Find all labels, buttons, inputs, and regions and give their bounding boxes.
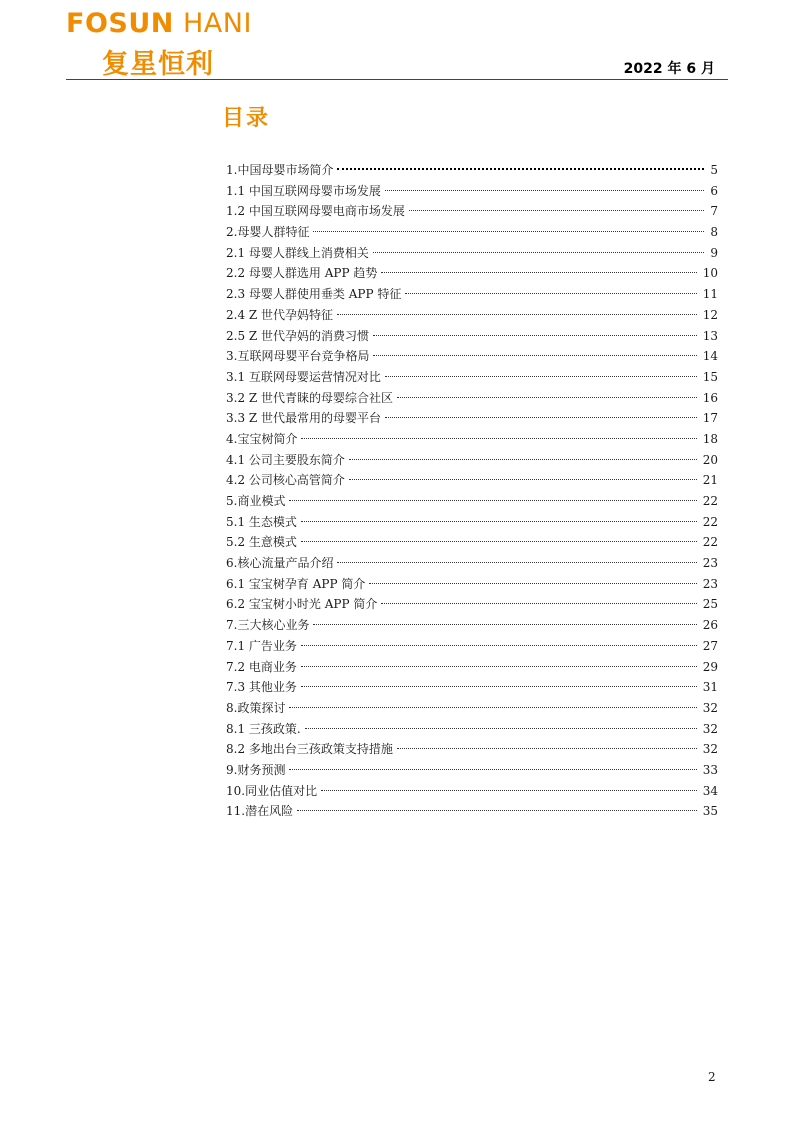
toc-entry[interactable] (226, 243, 718, 264)
toc-entry-page: 26 (702, 618, 718, 633)
toc-dot-leader (313, 624, 696, 625)
toc-entry-page: 32 (702, 742, 718, 757)
toc-dot-leader (373, 355, 696, 356)
toc-dot-leader (385, 190, 704, 191)
toc-entry-page: 14 (702, 349, 718, 364)
toc-entry-page: 23 (702, 576, 718, 591)
toc-dot-leader (301, 666, 697, 667)
toc-dot-leader (337, 314, 697, 315)
toc-entry-label: 4.2 公司核心高管简介 (226, 473, 345, 488)
toc-entry-page: 11 (702, 287, 718, 302)
toc-entry[interactable] (226, 305, 718, 326)
toc-dot-leader (405, 293, 696, 294)
toc-entry[interactable] (226, 346, 718, 367)
toc-entry[interactable] (226, 532, 718, 553)
toc-entry-page: 31 (702, 680, 718, 695)
toc-entry[interactable] (226, 367, 718, 388)
table-of-contents (226, 160, 718, 822)
toc-dot-leader (337, 168, 704, 170)
toc-dot-leader (369, 583, 696, 584)
toc-entry-page: 8 (710, 225, 718, 240)
toc-entry-page: 7 (710, 204, 718, 219)
toc-dot-leader (373, 252, 704, 253)
toc-dot-leader (373, 335, 697, 336)
toc-entry-page: 10 (702, 266, 718, 281)
toc-entry[interactable] (226, 408, 718, 429)
report-date: 2022 年 6 月 (623, 61, 715, 77)
toc-entry-label: 9.财务预测 (226, 762, 286, 777)
toc-entry-page: 6 (710, 183, 718, 198)
toc-entry[interactable] (226, 160, 718, 181)
toc-dot-leader (301, 541, 697, 542)
toc-entry-label: 7.1 广告业务 (226, 638, 297, 653)
toc-entry-label: 11.潜在风险 (226, 804, 294, 819)
toc-dot-leader (349, 479, 697, 480)
toc-dot-leader (301, 645, 697, 646)
toc-entry[interactable] (226, 801, 718, 822)
footer-page-number: 2 (708, 1070, 716, 1084)
toc-entry-label: 3.3 Z 世代最常用的母婴平台 (226, 411, 382, 426)
toc-entry[interactable] (226, 263, 718, 284)
toc-entry[interactable] (226, 677, 718, 698)
toc-entry-label: 10.同业估值对比 (226, 783, 318, 798)
toc-entry[interactable] (226, 781, 718, 802)
toc-entry-label: 6.核心流量产品介绍 (226, 556, 334, 571)
toc-entry-page: 32 (702, 700, 718, 715)
toc-entry-label: 7.三大核心业务 (226, 618, 310, 633)
toc-entry-page: 22 (702, 494, 718, 508)
toc-entry-label: 2.2 母婴人群选用 APP 趋势 (226, 266, 378, 281)
toc-entry-page: 18 (702, 431, 718, 446)
toc-entry-label: 3.1 互联网母婴运营情况对比 (226, 369, 381, 384)
toc-entry[interactable] (226, 491, 718, 512)
toc-entry-label: 1.2 中国互联网母婴电商市场发展 (226, 204, 405, 219)
toc-entry-page: 35 (702, 804, 718, 819)
logo-english-text (66, 8, 252, 39)
toc-entry-label: 5.1 生态模式 (226, 514, 297, 529)
toc-entry-page: 27 (702, 638, 718, 653)
toc-entry[interactable] (226, 429, 718, 450)
toc-entry-label: 3.2 Z 世代青睐的母婴综合社区 (226, 390, 394, 405)
toc-entry[interactable] (226, 553, 718, 574)
toc-entry-label: 2.4 Z 世代孕妈特征 (226, 307, 334, 322)
toc-entry-page: 16 (702, 390, 718, 405)
toc-dot-leader (385, 417, 697, 418)
toc-entry[interactable] (226, 574, 718, 595)
toc-entry-label: 5.2 生意模式 (226, 535, 297, 550)
toc-dot-leader (385, 376, 697, 377)
toc-entry-label: 2.1 母婴人群线上消费相关 (226, 245, 369, 260)
toc-entry-page: 25 (702, 597, 718, 612)
toc-dot-leader (301, 521, 697, 522)
toc-entry-label: 5.商业模式 (226, 494, 286, 508)
toc-dot-leader (301, 686, 697, 687)
toc-entry[interactable] (226, 222, 718, 243)
toc-entry[interactable] (226, 657, 718, 678)
toc-dot-leader (397, 397, 697, 398)
toc-dot-leader (289, 769, 696, 770)
toc-dot-leader (289, 500, 696, 501)
toc-entry-label: 6.1 宝宝树孕育 APP 简介 (226, 576, 366, 591)
logo-word-fosun: FOSUN (66, 8, 174, 39)
toc-entry-label: 8.政策探讨 (226, 700, 286, 715)
toc-entry-label: 2.5 Z 世代孕妈的消费习惯 (226, 328, 370, 343)
toc-entry[interactable] (226, 719, 718, 740)
toc-dot-leader (321, 790, 697, 791)
toc-entry-label: 1.中国母婴市场简介 (226, 163, 334, 177)
toc-entry-page: 17 (702, 411, 718, 426)
toc-dot-leader (337, 562, 696, 563)
toc-dot-leader (381, 603, 696, 604)
toc-entry-label: 2.母婴人群特征 (226, 225, 310, 240)
toc-entry-page: 13 (702, 328, 718, 343)
toc-dot-leader (289, 707, 696, 708)
toc-entry-label: 3.互联网母婴平台竞争格局 (226, 349, 370, 364)
toc-entry-page: 29 (702, 659, 718, 674)
toc-entry-page: 5 (710, 163, 718, 177)
toc-entry-label: 8.2 多地出台三孩政策支持措施 (226, 742, 393, 757)
toc-entry[interactable] (226, 388, 718, 409)
toc-entry[interactable] (226, 698, 718, 719)
toc-entry-label: 7.3 其他业务 (226, 680, 297, 695)
toc-entry-label: 4.1 公司主要股东简介 (226, 452, 345, 467)
toc-entry-page: 34 (702, 783, 718, 798)
toc-entry-label: 8.1 三孩政策. (226, 721, 301, 736)
toc-dot-leader (297, 810, 697, 811)
toc-dot-leader (409, 210, 704, 211)
toc-entry[interactable] (226, 594, 718, 615)
toc-entry-page: 9 (710, 245, 718, 260)
toc-title: 目录 (222, 106, 271, 131)
header-divider (66, 79, 728, 80)
toc-entry-label: 1.1 中国互联网母婴市场发展 (226, 183, 381, 198)
toc-entry-page: 22 (702, 535, 718, 550)
toc-entry-page: 32 (702, 721, 718, 736)
toc-entry-page: 20 (702, 452, 718, 467)
toc-entry-page: 21 (702, 473, 718, 488)
toc-entry[interactable] (226, 201, 718, 222)
toc-entry[interactable] (226, 760, 718, 781)
toc-entry[interactable] (226, 326, 718, 347)
toc-entry[interactable] (226, 181, 718, 202)
toc-dot-leader (381, 272, 696, 273)
toc-entry[interactable] (226, 450, 718, 471)
toc-dot-leader (313, 231, 704, 232)
toc-entry-page: 12 (702, 307, 718, 322)
toc-entry-label: 7.2 电商业务 (226, 659, 297, 674)
toc-dot-leader (301, 438, 696, 439)
toc-entry-label: 2.3 母婴人群使用垂类 APP 特征 (226, 287, 402, 302)
toc-entry[interactable] (226, 470, 718, 491)
toc-dot-leader (349, 459, 697, 460)
toc-entry[interactable] (226, 739, 718, 760)
toc-entry[interactable] (226, 615, 718, 636)
toc-entry-page: 33 (702, 762, 718, 777)
toc-entry-page: 15 (702, 369, 718, 384)
toc-entry[interactable] (226, 636, 718, 657)
toc-dot-leader (305, 728, 697, 729)
logo-chinese-text: 复星恒利 (102, 49, 214, 80)
toc-entry-page: 22 (702, 514, 718, 529)
toc-entry-page: 23 (702, 556, 718, 571)
toc-entry-label: 6.2 宝宝树小时光 APP 简介 (226, 597, 378, 612)
toc-entry-label: 4.宝宝树简介 (226, 431, 298, 446)
company-logo (66, 8, 276, 80)
toc-entry[interactable] (226, 284, 718, 305)
toc-dot-leader (397, 748, 697, 749)
toc-entry[interactable] (226, 512, 718, 533)
logo-word-hani: HANI (182, 8, 252, 39)
